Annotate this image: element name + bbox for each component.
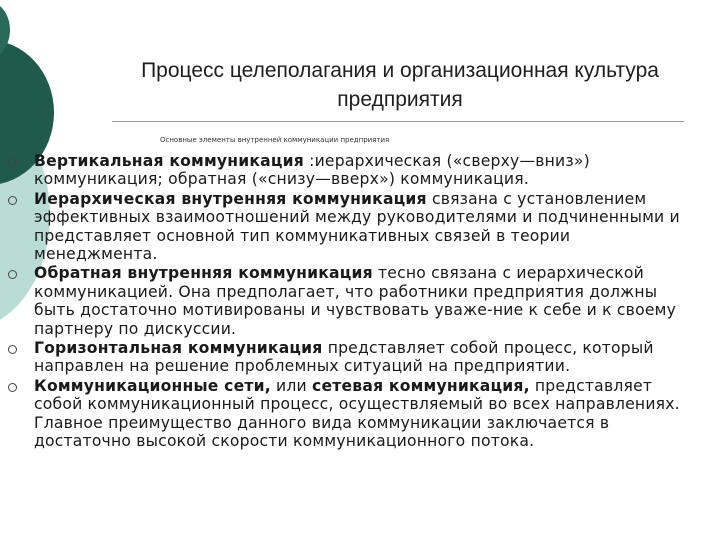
- list-item: [8, 152, 688, 189]
- bullet-list: [8, 152, 688, 451]
- list-item: [8, 339, 688, 376]
- list-item: [8, 264, 688, 338]
- item-text: представляет собой процесс, который направлен на решение проблемных ситуаций на предприятии.: [34, 339, 654, 376]
- item-term: Горизонтальная коммуникация: [34, 339, 323, 358]
- list-item: [8, 190, 688, 264]
- bullet-circle-icon: [8, 383, 17, 392]
- bullet-circle-icon: [8, 196, 17, 205]
- bullet-circle-icon: [8, 345, 17, 354]
- item-text: тесно связана с иерархической коммуникацией. Она предполагает, что работники предприятия должны быть достаточно мотивированы и чувствовать уваже-ние к себе и к своему партнеру по дискуссии.: [34, 264, 676, 338]
- item-text: или: [270, 376, 313, 395]
- list-item: [8, 377, 688, 451]
- slide-subtitle: Основные элементы внутренней коммуникации предприятия: [160, 136, 390, 144]
- item-term: Обратная внутренняя коммуникация: [34, 264, 373, 283]
- item-text: :иерархическая («сверху—вниз») коммуникация; обратная («снизу—вверх») коммуникация.: [34, 152, 590, 189]
- title-divider: [112, 121, 684, 122]
- item-term: Коммуникационные сети,: [34, 376, 271, 395]
- item-term-secondary: сетевая коммуникация,: [312, 376, 530, 395]
- item-term: Иерархическая внутренняя коммуникация: [34, 189, 427, 208]
- item-text: связана с установлением эффективных взаимоотношений между руководителями и подчиненными и представляет основной тип коммуникативных связей в теории менеджмента.: [34, 189, 680, 264]
- item-term: Вертикальная коммуникация: [34, 152, 304, 170]
- bullet-circle-icon: [8, 270, 17, 279]
- slide-title: Процесс целеполагания и организационная культура предприятия: [141, 59, 659, 111]
- bullet-circle-icon: [8, 158, 17, 167]
- item-text-secondary: представляет собой коммуникационный процесс, осуществляемый во всех направлениях. Главное преимущество данного вида коммуникации заключается в достаточно высокой скорости коммуникационного потока.: [34, 376, 680, 451]
